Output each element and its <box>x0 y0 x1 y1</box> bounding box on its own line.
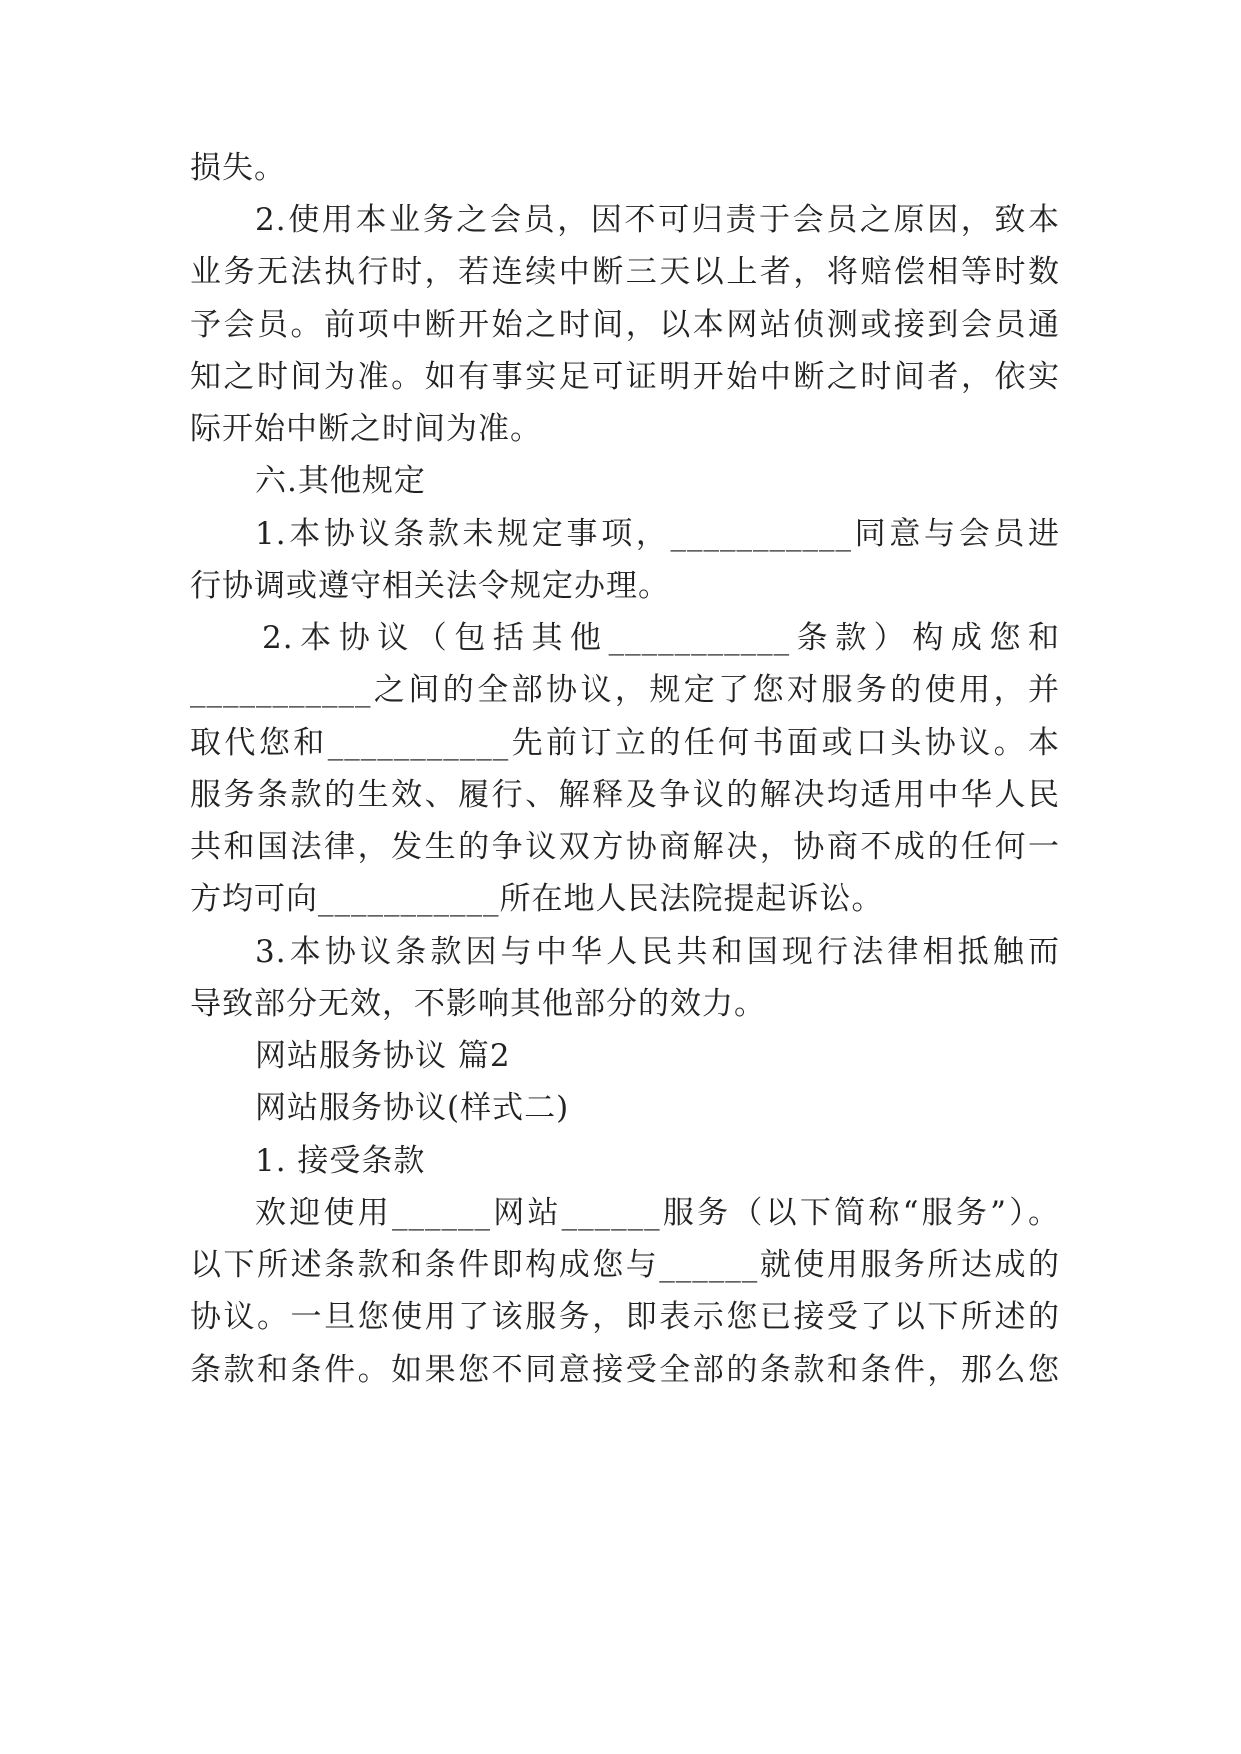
text-line: 知之时间为准。如有事实足可证明开始中断之时间者，依实 <box>190 359 1060 395</box>
text-line: 1.本协议条款未规定事项，___________同意与会员进 <box>255 516 1060 552</box>
section-heading: 1. 接受条款 <box>255 1143 426 1179</box>
text-line: 欢迎使用______网站______服务（以下简称“服务”）。 <box>255 1195 1060 1231</box>
text-line: 予会员。前项中断开始之时间，以本网站侦测或接到会员通 <box>190 307 1060 343</box>
text-line: ___________之间的全部协议，规定了您对服务的使用，并 <box>190 672 1060 708</box>
text-line: 导致部分无效，不影响其他部分的效力。 <box>190 986 766 1022</box>
text-line: 损失。 <box>190 150 286 186</box>
section-heading: 网站服务协议 篇2 <box>255 1038 511 1074</box>
text-line: 共和国法律，发生的争议双方协商解决，协商不成的任何一 <box>190 829 1060 865</box>
text-line: 协议。一旦您使用了该服务，即表示您已接受了以下所述的 <box>190 1299 1060 1335</box>
text-line: 2.本协议（包括其他___________条款）构成您和 <box>262 620 1060 656</box>
text-line: 3.本协议条款因与中华人民共和国现行法律相抵触而 <box>255 934 1060 970</box>
section-heading: 六.其他规定 <box>255 463 426 499</box>
text-line: 取代您和___________先前订立的任何书面或口头协议。本 <box>190 725 1060 761</box>
section-heading: 网站服务协议(样式二) <box>255 1090 570 1126</box>
text-line: 服务条款的生效、履行、解释及争议的解决均适用中华人民 <box>190 777 1060 813</box>
text-line: 以下所述条款和条件即构成您与______就使用服务所达成的 <box>190 1247 1060 1283</box>
text-line: 业务无法执行时，若连续中断三天以上者，将赔偿相等时数 <box>190 254 1060 290</box>
text-line: 方均可向___________所在地人民法院提起诉讼。 <box>190 881 884 917</box>
text-line: 行协调或遵守相关法令规定办理。 <box>190 568 670 604</box>
text-line: 条款和条件。如果您不同意接受全部的条款和条件，那么您 <box>190 1352 1060 1388</box>
text-line: 2.使用本业务之会员，因不可归责于会员之原因，致本 <box>255 202 1060 238</box>
text-line: 际开始中断之时间为准。 <box>190 411 542 447</box>
